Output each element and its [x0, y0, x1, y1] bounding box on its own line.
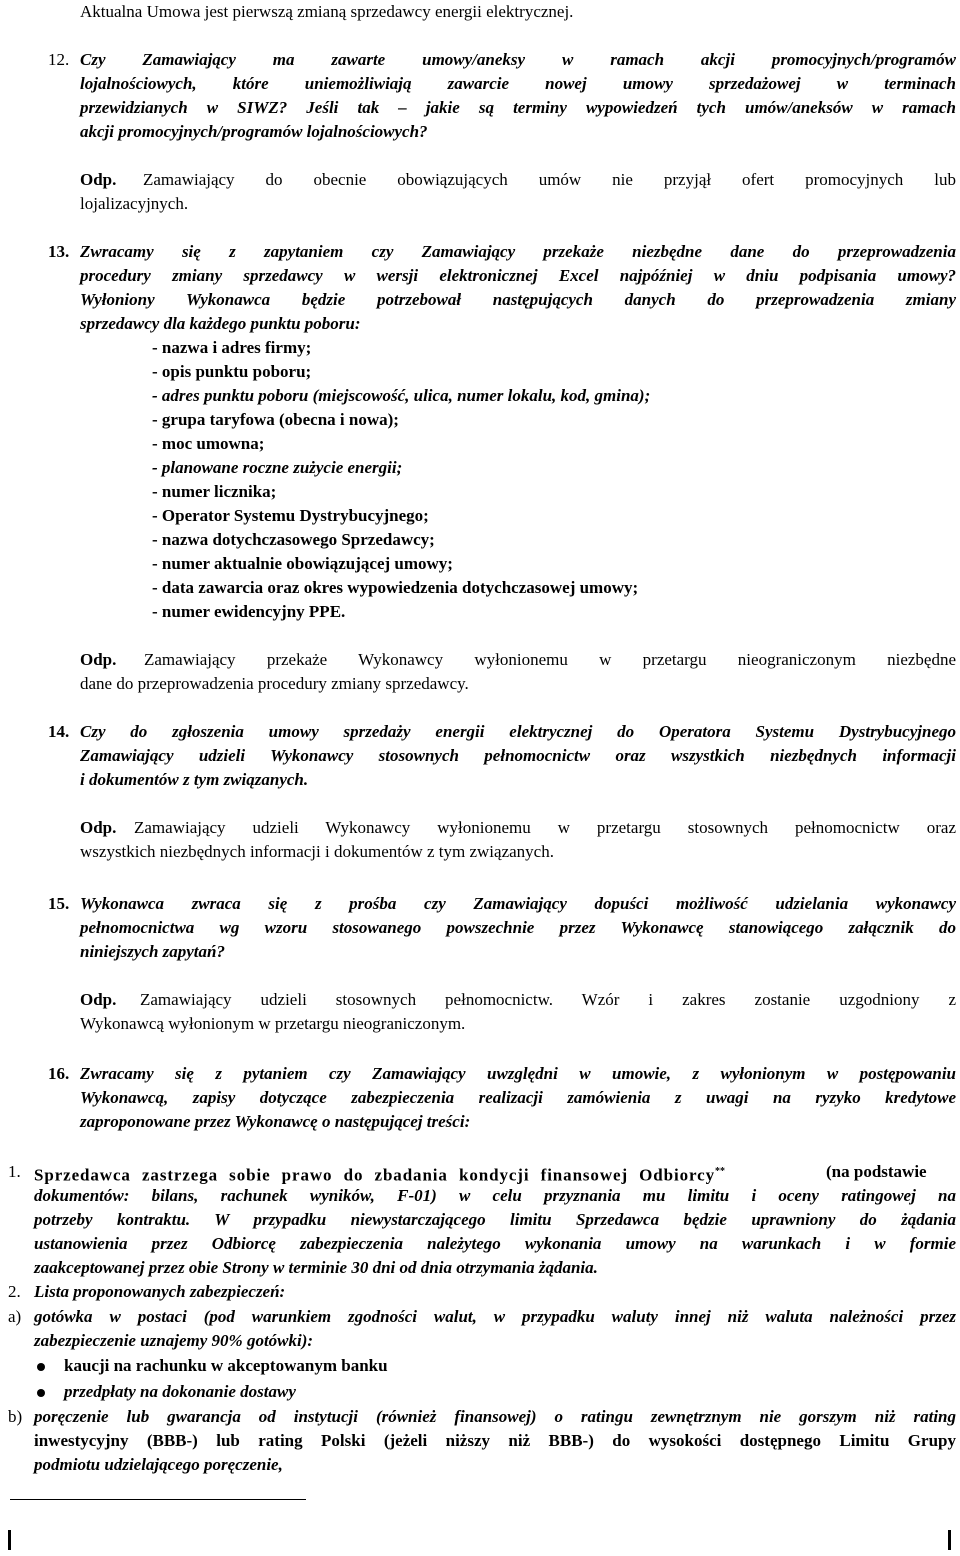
question-12-line: Czy Zamawiający ma zawarte umowy/aneksy w ramach akcji promocyjnych/programów	[80, 50, 956, 69]
answer-15-line: Zamawiający udzieli stosownych pełnomocnictw. Wzór i zakres zostanie uzgodniony z	[140, 990, 956, 1009]
answer-label: Odp.	[80, 650, 117, 669]
answer-label: Odp.	[80, 170, 117, 189]
answer-12-line: lojalizacyjnych.	[80, 194, 189, 213]
page-edge-mark-left	[8, 1530, 11, 1550]
data-list-item: - numer licznika;	[152, 482, 277, 501]
clause-item-1-number: 1.	[8, 1162, 21, 1181]
question-14-line: i dokumentów z tym związanych.	[80, 770, 309, 789]
question-15-number: 15.	[48, 894, 70, 913]
answer-15-line: Wykonawcą wyłonionym w przetargu nieograniczonym.	[80, 1014, 466, 1033]
page-edge-mark-right	[948, 1530, 951, 1550]
data-list-item: - adres punktu poboru (miejscowość, ulica, numer lokalu, kod, gmina);	[152, 386, 651, 405]
question-14-line: Czy do zgłoszenia umowy sprzedaży energii elektrycznej do Operatora Systemu Dystrybucyjnego	[80, 722, 956, 741]
question-15-line: pełnomocnictwa wg wzoru stosowanego powszechnie przez Wykonawcę stanowiącego załącznik do	[80, 918, 956, 937]
answer-14-line: Zamawiający udzieli Wykonawcy wyłonionemu w przetargu stosownych pełnomocnictw oraz	[134, 818, 956, 837]
question-12-line: lojalnościowych, które uniemożliwiają zawarcie nowej umowy sprzedażowej w terminach	[80, 74, 956, 93]
clause-item-1-line: dokumentów: bilans, rachunek wyników, F-01) w celu przyznania mu limitu i oceny ratingowej na	[34, 1186, 956, 1205]
question-13-number: 13.	[48, 242, 70, 261]
question-13-line: procedury zmiany sprzedawcy w wersji elektronicznej Excel najpóźniej w dniu podpisania umowy?	[80, 266, 956, 285]
data-list-item: - planowane roczne zużycie energii;	[152, 458, 403, 477]
clause-item-2-number: 2.	[8, 1282, 21, 1301]
question-14-number: 14.	[48, 722, 70, 741]
answer-13-line: dane do przeprowadzenia procedury zmiany sprzedawcy.	[80, 674, 469, 693]
data-list-item: - nazwa dotychczasowego Sprzedawcy;	[152, 530, 435, 549]
bullet-icon	[37, 1363, 45, 1371]
question-15-line: niniejszych zapytań?	[80, 942, 225, 961]
clause-sub-b-label: b)	[8, 1407, 23, 1426]
question-16-line: Zwracamy się z pytaniem czy Zamawiający uwzględni w umowie, z wyłonionym w postępowaniu	[80, 1064, 956, 1083]
clause-sub-b-line: podmiotu udzielającego poręczenie,	[34, 1455, 283, 1474]
bullet-item: kaucji na rachunku w akceptowanym banku	[64, 1356, 388, 1375]
clause-sub-a-line: gotówka w postaci (pod warunkiem zgodności walut, w przypadku waluty innej niż waluta należności przez	[34, 1307, 956, 1326]
question-13-line: sprzedawcy dla każdego punktu poboru:	[80, 314, 361, 333]
clause-sub-b-line: inwestycyjny (BBB-) lub rating Polski (jeżeli niższy niż BBB-) do wysokości dostępnego Limitu Grupy	[34, 1431, 956, 1450]
answer-label: Odp.	[80, 990, 117, 1009]
data-list-item: - numer aktualnie obowiązującej umowy;	[152, 554, 453, 573]
question-15-line: Wykonawca zwraca się z prośba czy Zamawiający dopuści możliwość udzielania wykonawcy	[80, 894, 956, 913]
clause-item-1-first-tail: (na podstawie	[826, 1162, 927, 1181]
data-list-item: - moc umowna;	[152, 434, 265, 453]
question-16-line: Wykonawcą, zapisy dotyczące zabezpieczenia realizacji zamówienia z uwagi na ryzyko kredytowe	[80, 1088, 956, 1107]
clause-sub-a-line: zabezpieczenie uznajemy 90% gotówki):	[34, 1331, 314, 1350]
question-16-line: zaproponowane przez Wykonawcę o następującej treści:	[80, 1112, 471, 1131]
footnote-separator	[10, 1499, 306, 1500]
answer-12-line: Zamawiający do obecnie obowiązujących umów nie przyjął ofert promocyjnych lub	[143, 170, 956, 189]
question-13-line: Wyłoniony Wykonawca będzie potrzebował następujących danych do przeprowadzenia zmiany	[80, 290, 956, 309]
answer-label: Odp.	[80, 818, 117, 837]
question-14-line: Zamawiający udzieli Wykonawcy stosownych pełnomocnictw oraz wszystkich niezbędnych informacji	[80, 746, 956, 765]
question-13-line: Zwracamy się z zapytaniem czy Zamawiający przekaże niezbędne dane do przeprowadzenia	[80, 242, 956, 261]
answer-13-line: Zamawiający przekaże Wykonawcy wyłonionemu w przetargu nieograniczonym niezbędne	[144, 650, 956, 669]
question-12-line: akcji promocyjnych/programów lojalnościowych?	[80, 122, 428, 141]
clause-item-1-line: potrzeby kontraktu. W przypadku niewystarczającego limitu Sprzedawca będzie uprawniony do żądania	[34, 1210, 956, 1229]
data-list-item: - nazwa i adres firmy;	[152, 338, 312, 357]
clause-item-1-line: ustanowienia przez Odbiorcę zabezpieczenia należytego wykonania umowy na warunkach i w formie	[34, 1234, 956, 1253]
intro-line: Aktualna Umowa jest pierwszą zmianą sprzedawcy energii elektrycznej.	[80, 2, 574, 21]
data-list-item: - data zawarcia oraz okres wypowiedzenia dotychczasowej umowy;	[152, 578, 639, 597]
question-12-line: przewidzianych w SIWZ? Jeśli tak – jakie są terminy wypowiedzeń tych umów/aneksów w ramach	[80, 98, 956, 117]
bullet-item: przedpłaty na dokonanie dostawy	[64, 1382, 296, 1401]
data-list-item: - numer ewidencyjny PPE.	[152, 602, 346, 621]
question-16-number: 16.	[48, 1064, 70, 1083]
data-list-item: - opis punktu poboru;	[152, 362, 312, 381]
clause-sub-a-label: a)	[8, 1307, 22, 1326]
clause-sub-b-line: poręczenie lub gwarancja od instytucji (również finansowej) o ratingu zewnętrznym nie gorszym niż rating	[34, 1407, 956, 1426]
clause-item-1-line: zaakceptowanej przez obie Strony w terminie 30 dni od dnia otrzymania żądania.	[34, 1258, 598, 1277]
data-list-item: - grupa taryfowa (obecna i nowa);	[152, 410, 399, 429]
footnote-mark: **	[715, 1166, 726, 1177]
clause-item-2-text: Lista proponowanych zabezpieczeń:	[34, 1282, 286, 1301]
bullet-icon	[37, 1389, 45, 1397]
question-12-number: 12.	[48, 50, 70, 69]
data-list-item: - Operator Systemu Dystrybucyjnego;	[152, 506, 429, 525]
clause-item-1-first-text: Sprzedawca zastrzega sobie prawo do zbadania kondycji finansowej Odbiorcy	[34, 1165, 716, 1185]
answer-14-line: wszystkich niezbędnych informacji i dokumentów z tym związanych.	[80, 842, 554, 861]
